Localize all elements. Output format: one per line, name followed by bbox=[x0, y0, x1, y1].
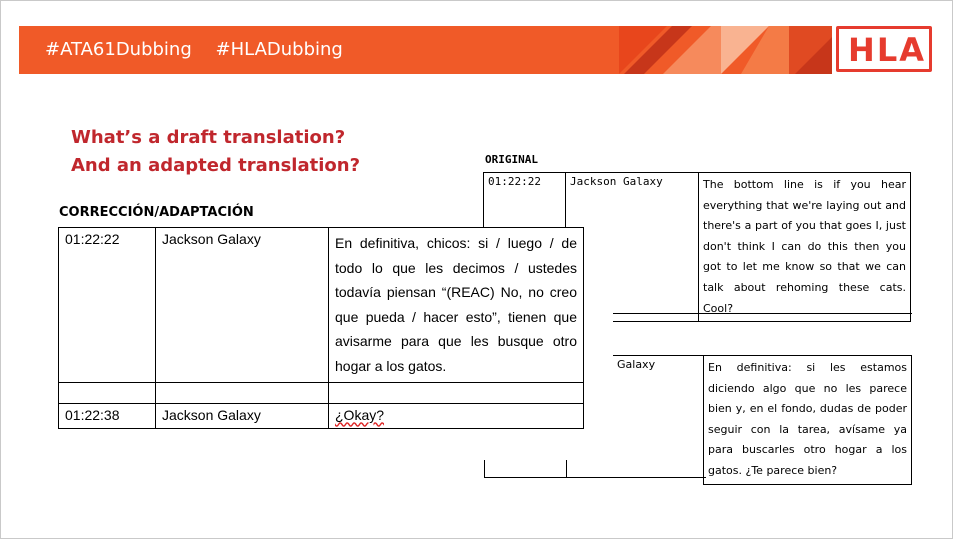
original-speaker: Jackson Galaxy bbox=[566, 173, 699, 322]
adapted-speaker: Galaxy bbox=[617, 357, 656, 371]
divider bbox=[566, 460, 567, 478]
correction-dialogue: En definitiva, chicos: si / luego / de todo lo que les decimos / ustedes todavía piensan “(REAC) No, no creo que pueda / hacer esto”, tienen que avisarme para que les busque otro hogar a los gatos. bbox=[329, 228, 584, 383]
logo-text: HLA bbox=[848, 31, 926, 69]
correction-table bbox=[58, 227, 584, 429]
hashtags bbox=[45, 26, 361, 74]
correction-speaker: Jackson Galaxy bbox=[156, 228, 329, 383]
banner-stripes-decoration bbox=[619, 26, 832, 74]
hashtag-ata: #ATA61Dubbing bbox=[45, 39, 192, 60]
divider bbox=[613, 355, 705, 356]
table-row bbox=[613, 356, 912, 485]
original-dialogue: The bottom line is if you hear everything that we're laying out and there's a part of you that goes I, just don't think I can do this then you got to let me know so that we can talk about rehoming these cats. Cool? bbox=[699, 173, 911, 322]
adapted-table bbox=[613, 355, 912, 485]
correction-dialogue bbox=[329, 382, 584, 403]
correction-label: CORRECCIÓN/ADAPTACIÓN bbox=[59, 205, 254, 220]
correction-speaker: Jackson Galaxy bbox=[156, 403, 329, 428]
table-row bbox=[59, 382, 584, 403]
question-line-2: And an adapted translation? bbox=[71, 155, 361, 176]
original-label: ORIGINAL bbox=[485, 153, 538, 166]
original-timecode: 01:22:22 bbox=[484, 173, 566, 322]
correction-timecode: 01:22:38 bbox=[59, 403, 156, 428]
divider bbox=[613, 313, 912, 314]
hashtag-hla: #HLADubbing bbox=[215, 39, 343, 60]
header-banner bbox=[19, 26, 832, 74]
slide-question bbox=[71, 124, 360, 180]
adapted-dialogue: En definitiva: si les estamos diciendo algo que no les parece bien y, en el fondo, dudas de poder seguir con la tarea, avísame ya para buscarles otro hogar a los gatos. ¿Te parece bien? bbox=[704, 356, 912, 485]
table-row bbox=[59, 403, 584, 428]
logo-frame bbox=[836, 26, 932, 72]
correction-timecode bbox=[59, 382, 156, 403]
okay-text: ¿Okay? bbox=[335, 406, 385, 423]
question-line-1: What’s a draft translation? bbox=[71, 127, 346, 148]
correction-timecode: 01:22:22 bbox=[59, 228, 156, 383]
correction-dialogue bbox=[329, 403, 584, 428]
hla-logo bbox=[833, 24, 934, 76]
table-row bbox=[59, 228, 584, 383]
correction-speaker bbox=[156, 382, 329, 403]
divider bbox=[484, 477, 706, 478]
divider bbox=[484, 460, 485, 478]
